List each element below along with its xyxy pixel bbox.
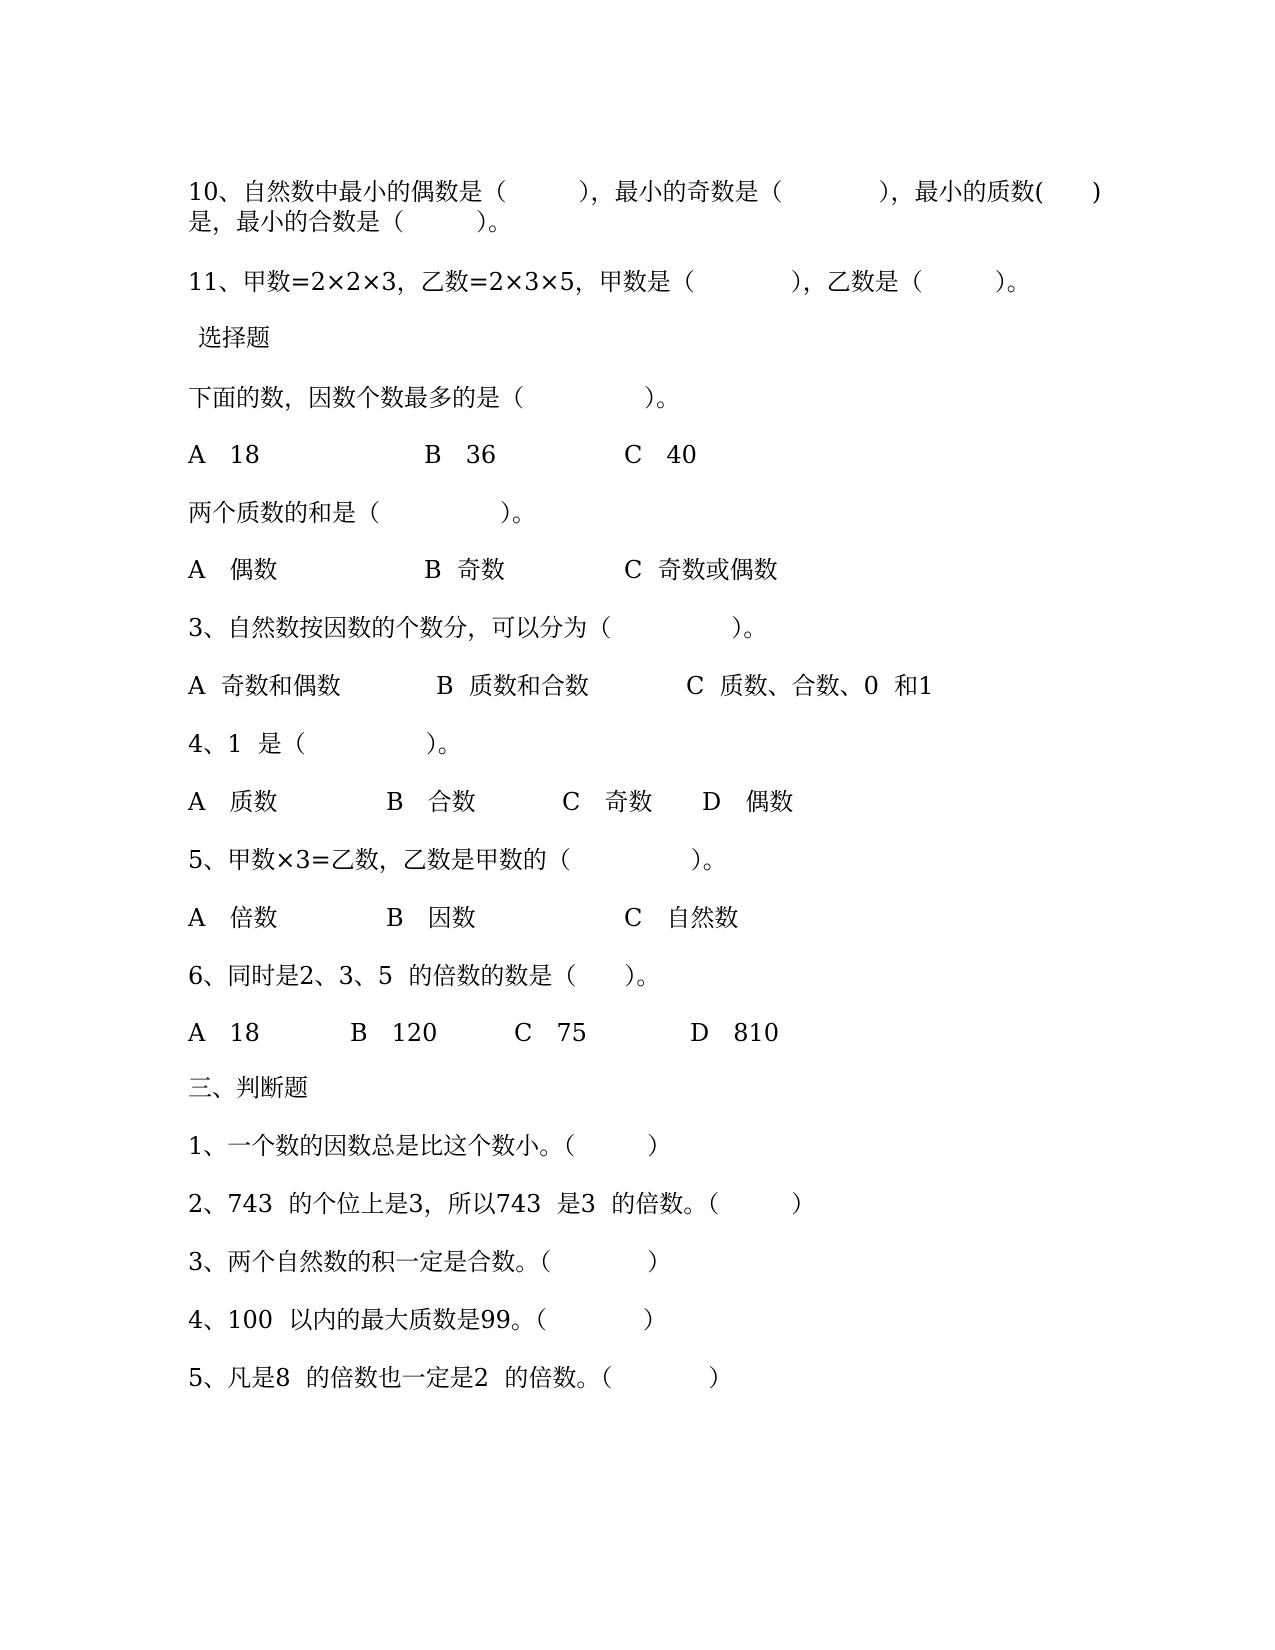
choice-1-option-a: A 18 <box>188 441 260 469</box>
choice-1-option-b: B 36 <box>424 441 497 469</box>
choice-question-6: 6、同时是2、3、5 的倍数的数是（ ）。 <box>188 962 661 990</box>
judge-item-5: 5、凡是8 的倍数也一定是2 的倍数。（ ） <box>188 1364 733 1392</box>
choice-question-4: 4、1 是（ ）。 <box>188 730 462 758</box>
choice-2-option-a: A 偶数 <box>188 556 278 584</box>
choice-6-option-b: B 120 <box>350 1019 438 1047</box>
choice-4-option-c: C 奇数 <box>562 788 653 816</box>
choice-4-option-b: B 合数 <box>386 788 476 816</box>
question-10-line-1: 10、自然数中最小的偶数是（ ），最小的奇数是（ ），最小的质数( ) <box>188 178 1102 206</box>
judge-section-heading: 三、判断题 <box>188 1074 308 1102</box>
judge-item-1: 1、一个数的因数总是比这个数小。（ ） <box>188 1132 672 1160</box>
choice-6-option-d: D 810 <box>690 1019 780 1047</box>
choice-4-option-d: D 偶数 <box>702 788 794 816</box>
choice-question-3: 3、自然数按因数的个数分，可以分为（ ）。 <box>188 614 768 642</box>
choice-4-option-a: A 质数 <box>188 788 278 816</box>
choice-2-option-c: C 奇数或偶数 <box>624 556 778 584</box>
choice-3-option-a: A 奇数和偶数 <box>188 672 341 700</box>
choice-1-option-c: C 40 <box>624 441 697 469</box>
choice-5-option-a: A 倍数 <box>188 904 278 932</box>
judge-item-3: 3、两个自然数的积一定是合数。（ ） <box>188 1248 672 1276</box>
choice-5-option-b: B 因数 <box>386 904 476 932</box>
question-11: 11、甲数=2×2×3，乙数=2×3×5，甲数是（ ），乙数是（ ）。 <box>188 268 1031 296</box>
question-10-line-2: 是，最小的合数是（ ）。 <box>188 208 512 236</box>
judge-item-2: 2、743 的个位上是3，所以743 是3 的倍数。（ ） <box>188 1190 816 1218</box>
choice-3-option-c: C 质数、合数、0 和1 <box>686 672 934 700</box>
choice-5-option-c: C 自然数 <box>624 904 739 932</box>
choice-2-option-b: B 奇数 <box>424 556 505 584</box>
choice-3-option-b: B 质数和合数 <box>436 672 589 700</box>
choice-6-option-a: A 18 <box>188 1019 260 1047</box>
choice-section-heading: 选择题 <box>198 324 270 352</box>
choice-6-option-c: C 75 <box>514 1019 587 1047</box>
choice-question-5: 5、甲数×3=乙数，乙数是甲数的（ ）。 <box>188 846 727 874</box>
choice-question-2: 两个质数的和是（ ）。 <box>188 499 536 527</box>
choice-question-1: 下面的数，因数个数最多的是（ ）。 <box>188 384 680 412</box>
judge-item-4: 4、100 以内的最大质数是99。（ ） <box>188 1306 667 1334</box>
